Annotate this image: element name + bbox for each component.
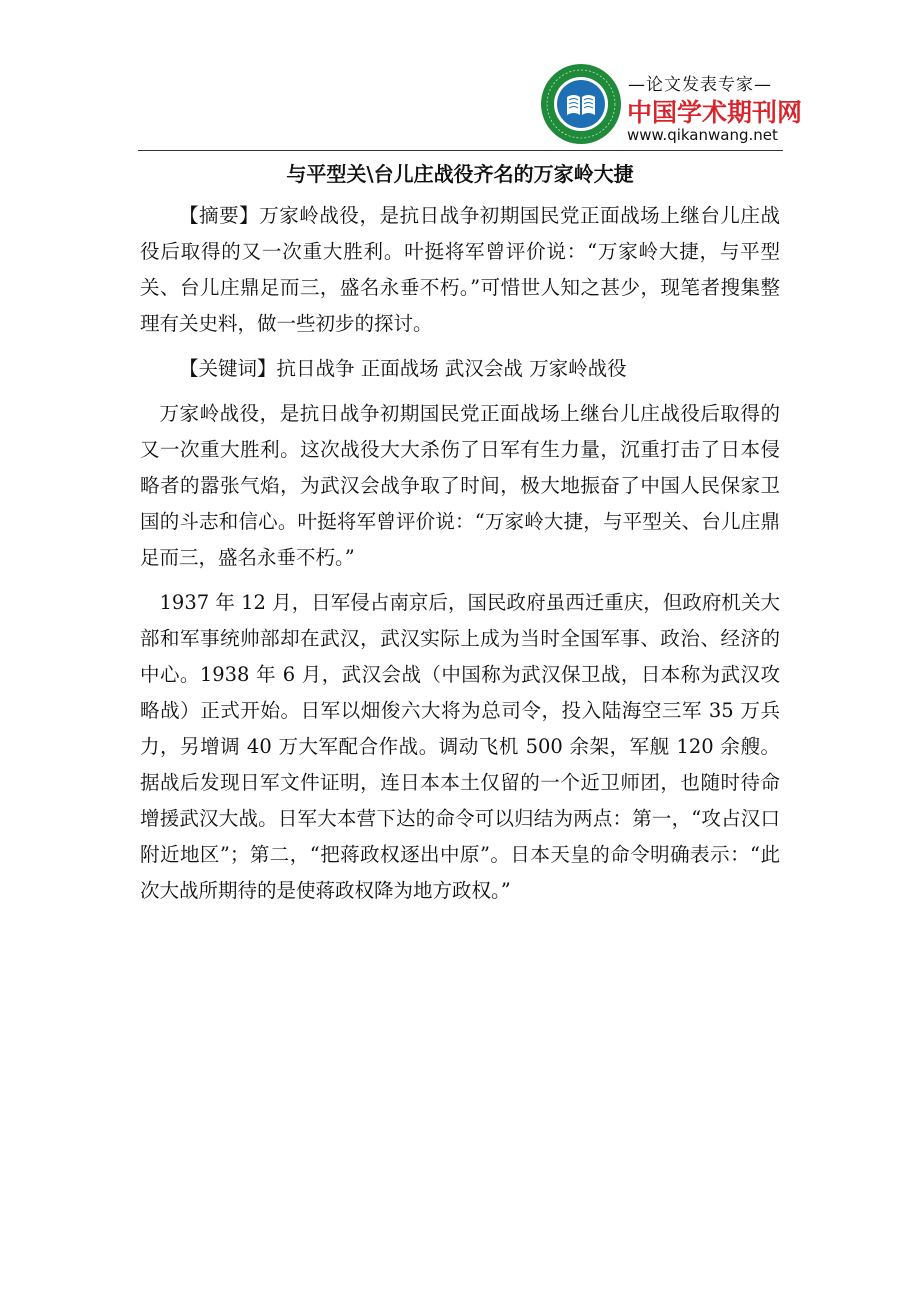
header-divider bbox=[138, 150, 783, 151]
abstract-paragraph: 【摘要】万家岭战役，是抗日战争初期国民党正面战场上继台儿庄战役后取得的又一次重大胜利。叶挺将军曾评价说：“万家岭大捷，与平型关、台儿庄鼎足而三，盛名永垂不朽。”可惜世人知之甚少，现笔者搜集整理有关史料，做一些初步的探讨。 bbox=[140, 204, 780, 335]
document-body bbox=[140, 198, 780, 909]
qikanwang-logo-badge bbox=[540, 63, 622, 145]
logo-slogan: —论文发表专家— bbox=[628, 75, 772, 95]
site-header bbox=[0, 0, 920, 152]
logo-url[interactable]: www.qikanwang.net bbox=[627, 126, 778, 144]
document-title: 与平型关\台儿庄战役齐名的万家岭大捷 bbox=[286, 162, 634, 186]
logo-brand-name: 中国学术期刊网 bbox=[627, 98, 803, 127]
body-paragraph-2: 1937 年 12 月，日军侵占南京后，国民政府虽西迁重庆，但政府机关大部和军事统帅部却在武汉，武汉实际上成为当时全国军事、政治、经济的中心。1938 年 6 月，武汉会战（中国称为武汉保卫战，日本称为武汉攻略战）正式开始。日军以畑俊六大将为总司令，投入陆海空三军 35 万兵力，另增调 40 万大军配合作战。调动飞机 500 余架，军舰 120 余艘。据战后发现日军文件证明，连日本本土仅留的一个近卫师团，也随时待命增援武汉大战。日军大本营下达的命令可以归结为两点：第一，“攻占汉口附近地区”；第二，“把蒋政权逐出中原”。日本天皇的命令明确表示：“此次大战所期待的是使蒋政权降为地方政权。” bbox=[140, 591, 780, 902]
body-paragraph-1: 万家岭战役，是抗日战争初期国民党正面战场上继台儿庄战役后取得的又一次重大胜利。这次战役大大杀伤了日军有生力量，沉重打击了日本侵略者的嚣张气焰，为武汉会战争取了时间，极大地振奋了中国人民保家卫国的斗志和信心。叶挺将军曾评价说：“万家岭大捷，与平型关、台儿庄鼎足而三，盛名永垂不朽。” bbox=[140, 402, 780, 569]
keywords-paragraph: 【关键词】抗日战争 正面战场 武汉会战 万家岭战役 bbox=[179, 357, 627, 380]
